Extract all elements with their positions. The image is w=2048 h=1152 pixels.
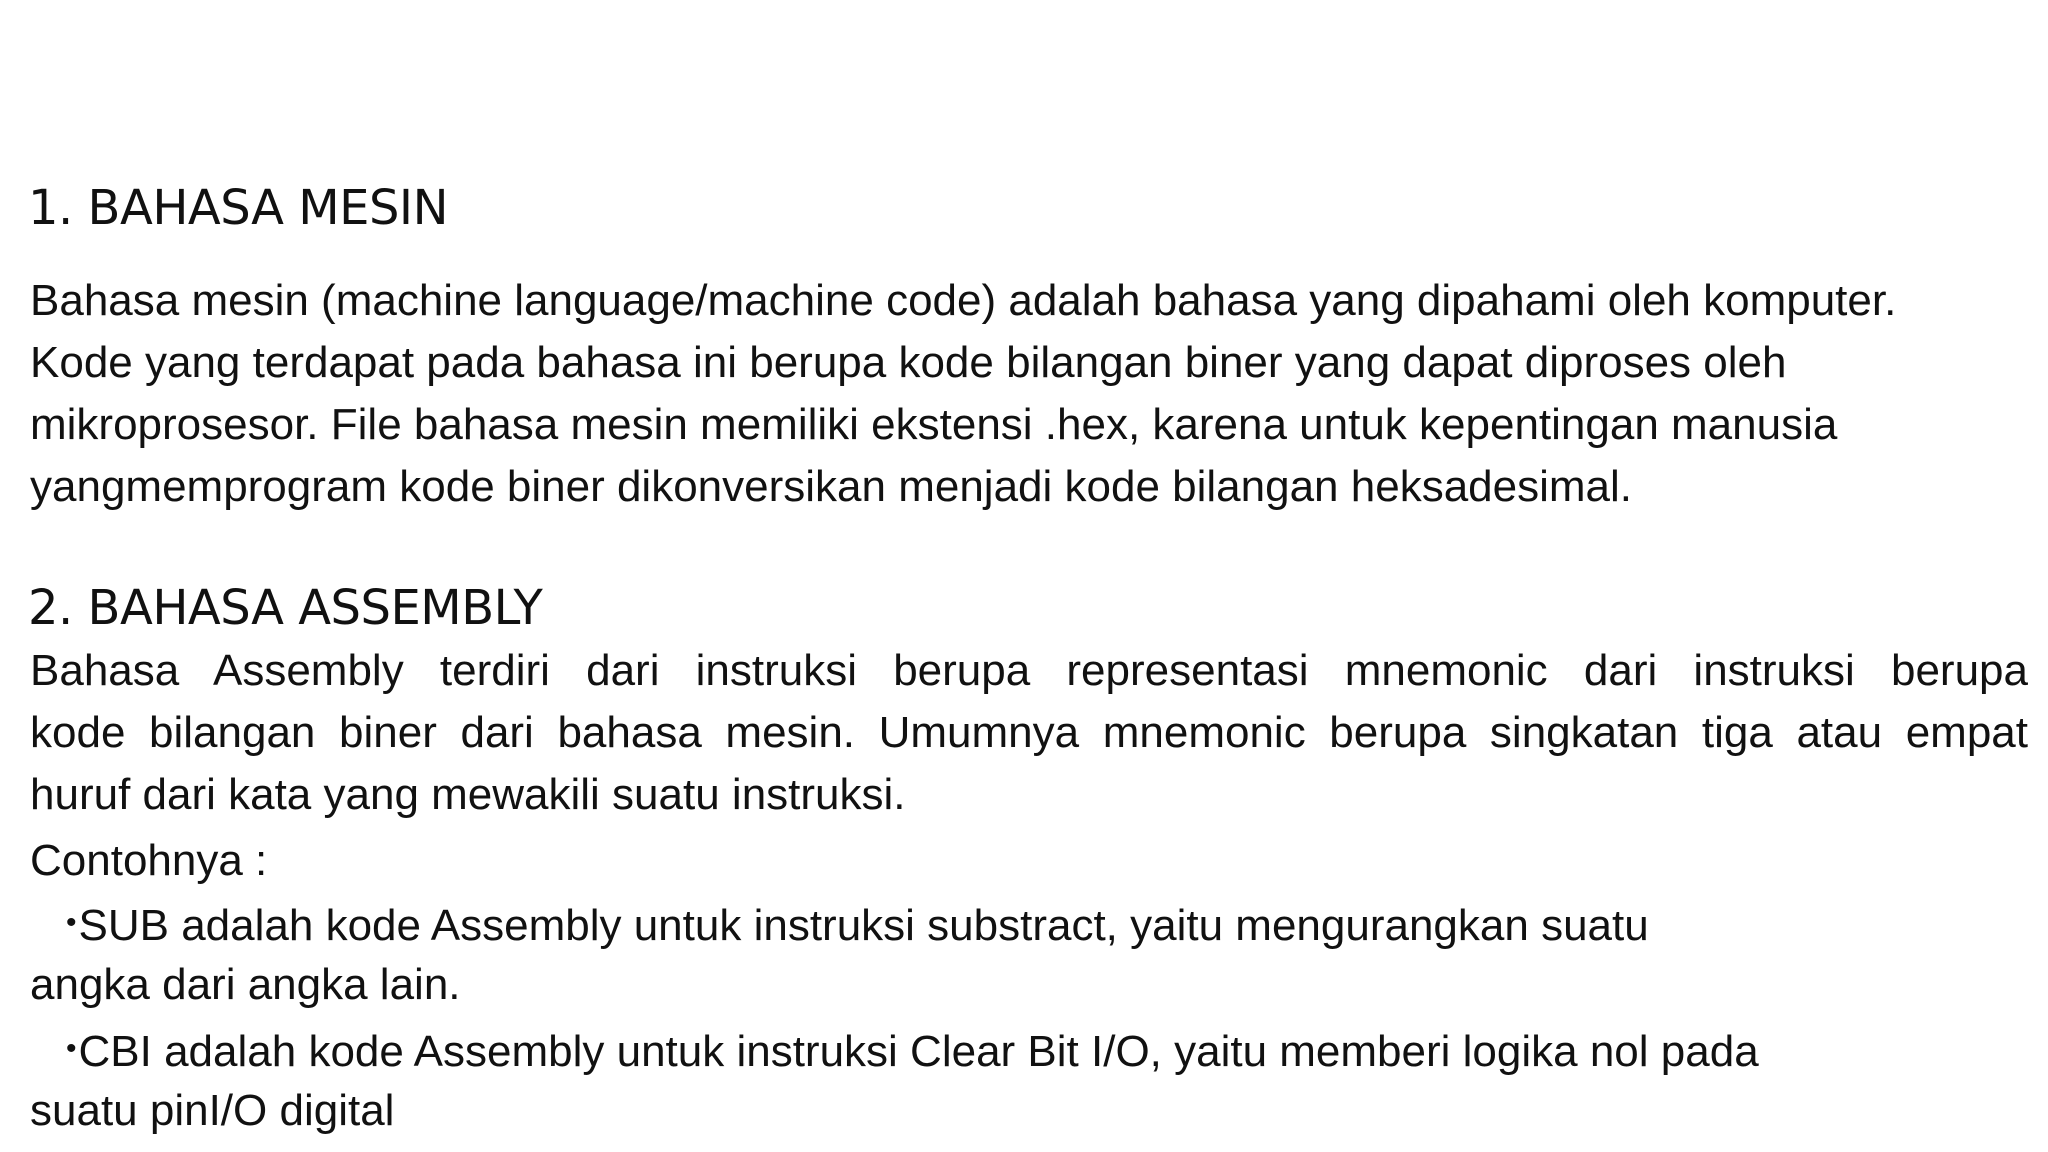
paragraph-line: huruf dari kata yang mewakili suatu instruksi.: [30, 770, 906, 819]
bullet-text-continuation: angka dari angka lain.: [30, 960, 461, 1009]
bullet-dot-icon: •: [66, 906, 77, 939]
bullet-dot-icon: •: [66, 1032, 77, 1065]
paragraph-line: Bahasa mesin (machine language/machine code) adalah bahasa yang dipahami oleh komputer.: [30, 276, 1897, 325]
paragraph-bahasa-assembly: [30, 640, 2028, 826]
bullet-text: CBI adalah kode Assembly untuk instruksi Clear Bit I/O, yaitu memberi logika nol pada: [78, 1027, 1759, 1076]
bullet-item-sub: [30, 892, 1649, 1016]
paragraph-line: mikroprosesor. File bahasa mesin memiliki ekstensi .hex, karena untuk kepentingan manusia: [30, 400, 1838, 449]
section-heading-bahasa-mesin: 1. BAHASA MESIN: [28, 180, 448, 236]
bullet-item-cbi: [30, 1018, 1759, 1142]
example-label: Contohnya :: [30, 836, 268, 885]
bullet-text-continuation: suatu pinI/O digital: [30, 1086, 395, 1135]
bullet-text: SUB adalah kode Assembly untuk instruksi substract, yaitu mengurangkan suatu: [78, 901, 1649, 950]
paragraph-line: kode bilangan biner dari bahasa mesin. Umumnya mnemonic berupa singkatan tiga atau empat: [30, 708, 2028, 757]
paragraph-line: yangmemprogram kode biner dikonversikan menjadi kode bilangan heksadesimal.: [30, 462, 1633, 511]
paragraph-line: Bahasa Assembly terdiri dari instruksi berupa representasi mnemonic dari instruksi berupa: [30, 646, 2028, 695]
paragraph-bahasa-mesin: [30, 270, 2028, 518]
section-heading-bahasa-assembly: 2. BAHASA ASSEMBLY: [28, 580, 543, 636]
paragraph-line: Kode yang terdapat pada bahasa ini berupa kode bilangan biner yang dapat diproses oleh: [30, 338, 1787, 387]
